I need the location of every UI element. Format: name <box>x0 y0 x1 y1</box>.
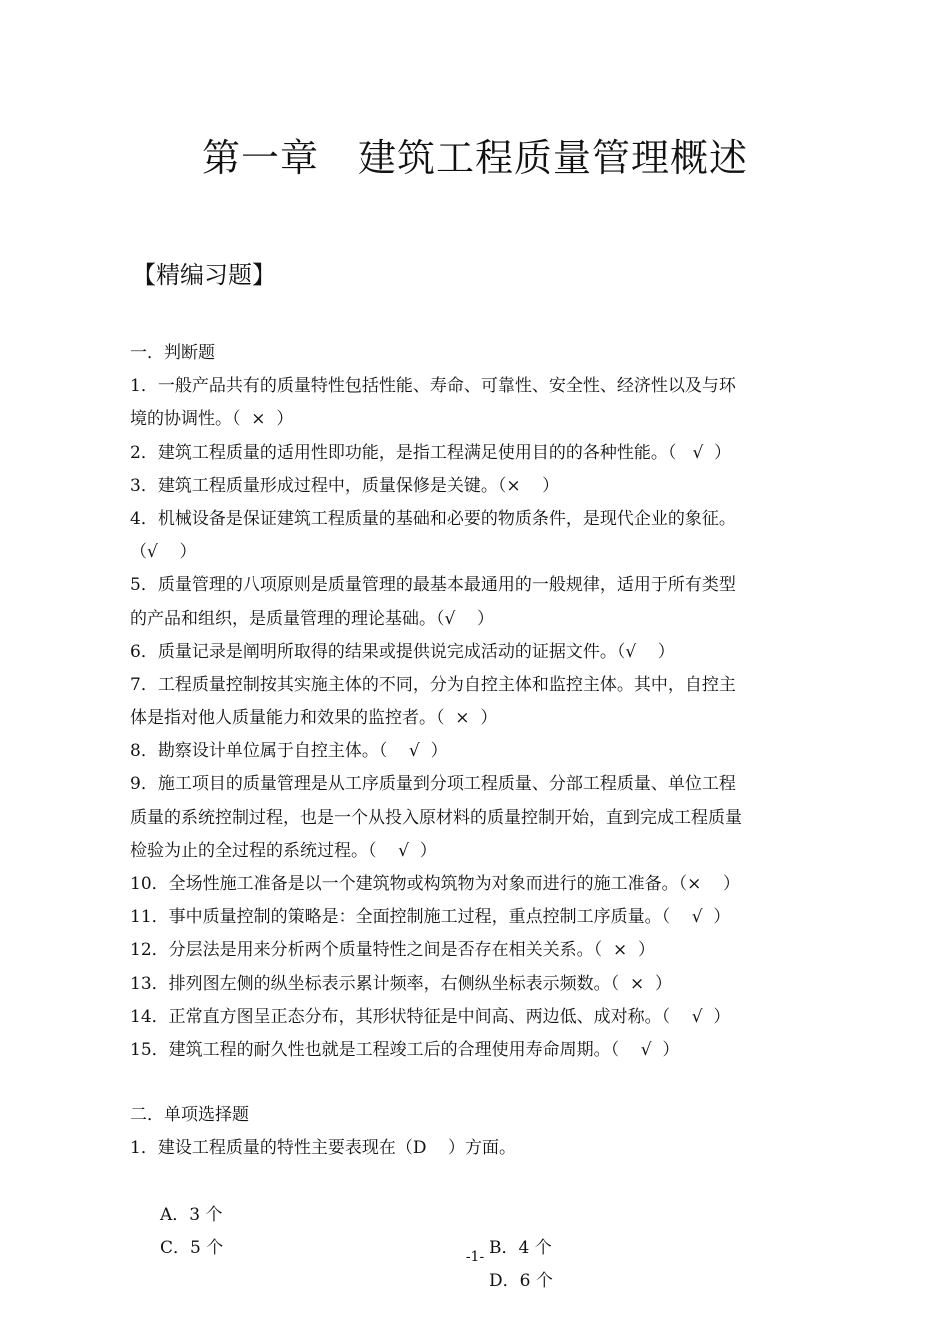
question-line: 12．分层法是用来分析两个质量特性之间是否存在相关关系。（ × ） <box>130 940 655 961</box>
question-line: （√ ） <box>130 542 197 563</box>
question-line: 13．排列图左侧的纵坐标表示累计频率，右侧纵坐标表示频数。（ × ） <box>130 973 672 994</box>
question-line: 15．建筑工程的耐久性也就是工程竣工后的合理使用寿命周期。（ √ ） <box>130 1039 680 1060</box>
question-line: 3．建筑工程质量形成过程中，质量保修是关键。（× ） <box>130 475 560 496</box>
question-line: 2．建筑工程质量的适用性即功能，是指工程满足使用目的的各种性能。（ √ ） <box>130 442 732 463</box>
option-a: A．3 个 <box>160 1204 223 1225</box>
question-line: 5．质量管理的八项原则是质量管理的最基本最通用的一般规律，适用于所有类型 <box>130 575 736 596</box>
question-line: 10．全场性施工准备是以一个建筑物或构筑物为对象而进行的施工准备。（× ） <box>130 874 740 894</box>
question-line: 7．工程质量控制按其实施主体的不同，分为自控主体和监控主体。其中，自控主 <box>130 674 736 695</box>
question-line: 质量的系统控制过程，也是一个从投入原材料的质量控制开始，直到完成工程质量 <box>130 807 742 828</box>
true-false-section <box>130 337 830 1067</box>
question-line: 1．一般产品共有的质量特性包括性能、寿命、可靠性、安全性、经济性以及与环 <box>130 376 736 397</box>
chapter-title: 第一章 建筑工程质量管理概述 <box>201 136 748 180</box>
section-title-single-choice: 二．单项选择题 <box>130 1105 249 1125</box>
page-number: -1- <box>465 1249 485 1265</box>
question-line: 14．正常直方图呈正态分布，其形状特征是中间高、两边低、成对称。（ √ ） <box>130 1006 731 1027</box>
question-line: 检验为止的全过程的系统过程。（ √ ） <box>130 840 437 861</box>
question-line: 境的协调性。（ × ） <box>130 409 294 430</box>
option-d: D．6 个 <box>489 1270 553 1291</box>
question-line: 1．建设工程质量的特性主要表现在（D ）方面。 <box>130 1138 517 1159</box>
question-line: 9．施工项目的质量管理是从工序质量到分项工程质量、分部工程质量、单位工程 <box>130 774 736 795</box>
option-c: C．5 个 <box>160 1237 224 1258</box>
question-line: 6．质量记录是阐明所取得的结果或提供说完成活动的证据文件。（√ ） <box>130 641 675 662</box>
question-line: 的产品和组织，是质量管理的理论基础。（√ ） <box>130 608 494 629</box>
option-b: B．4 个 <box>489 1237 552 1258</box>
question-line: 8．勘察设计单位属于自控主体。（ √ ） <box>130 741 448 762</box>
single-choice-section <box>130 1099 830 1291</box>
question-line: 4．机械设备是保证建筑工程质量的基础和必要的物质条件，是现代企业的象征。 <box>130 508 736 529</box>
section-heading: 【精编习题】 <box>132 261 276 289</box>
section-title-true-false: 一．判断题 <box>130 343 215 363</box>
question-line: 体是指对他人质量能力和效果的监控者。（ × ） <box>130 708 498 729</box>
question-line: 11．事中质量控制的策略是：全面控制施工过程，重点控制工序质量。（ √ ） <box>130 907 731 928</box>
